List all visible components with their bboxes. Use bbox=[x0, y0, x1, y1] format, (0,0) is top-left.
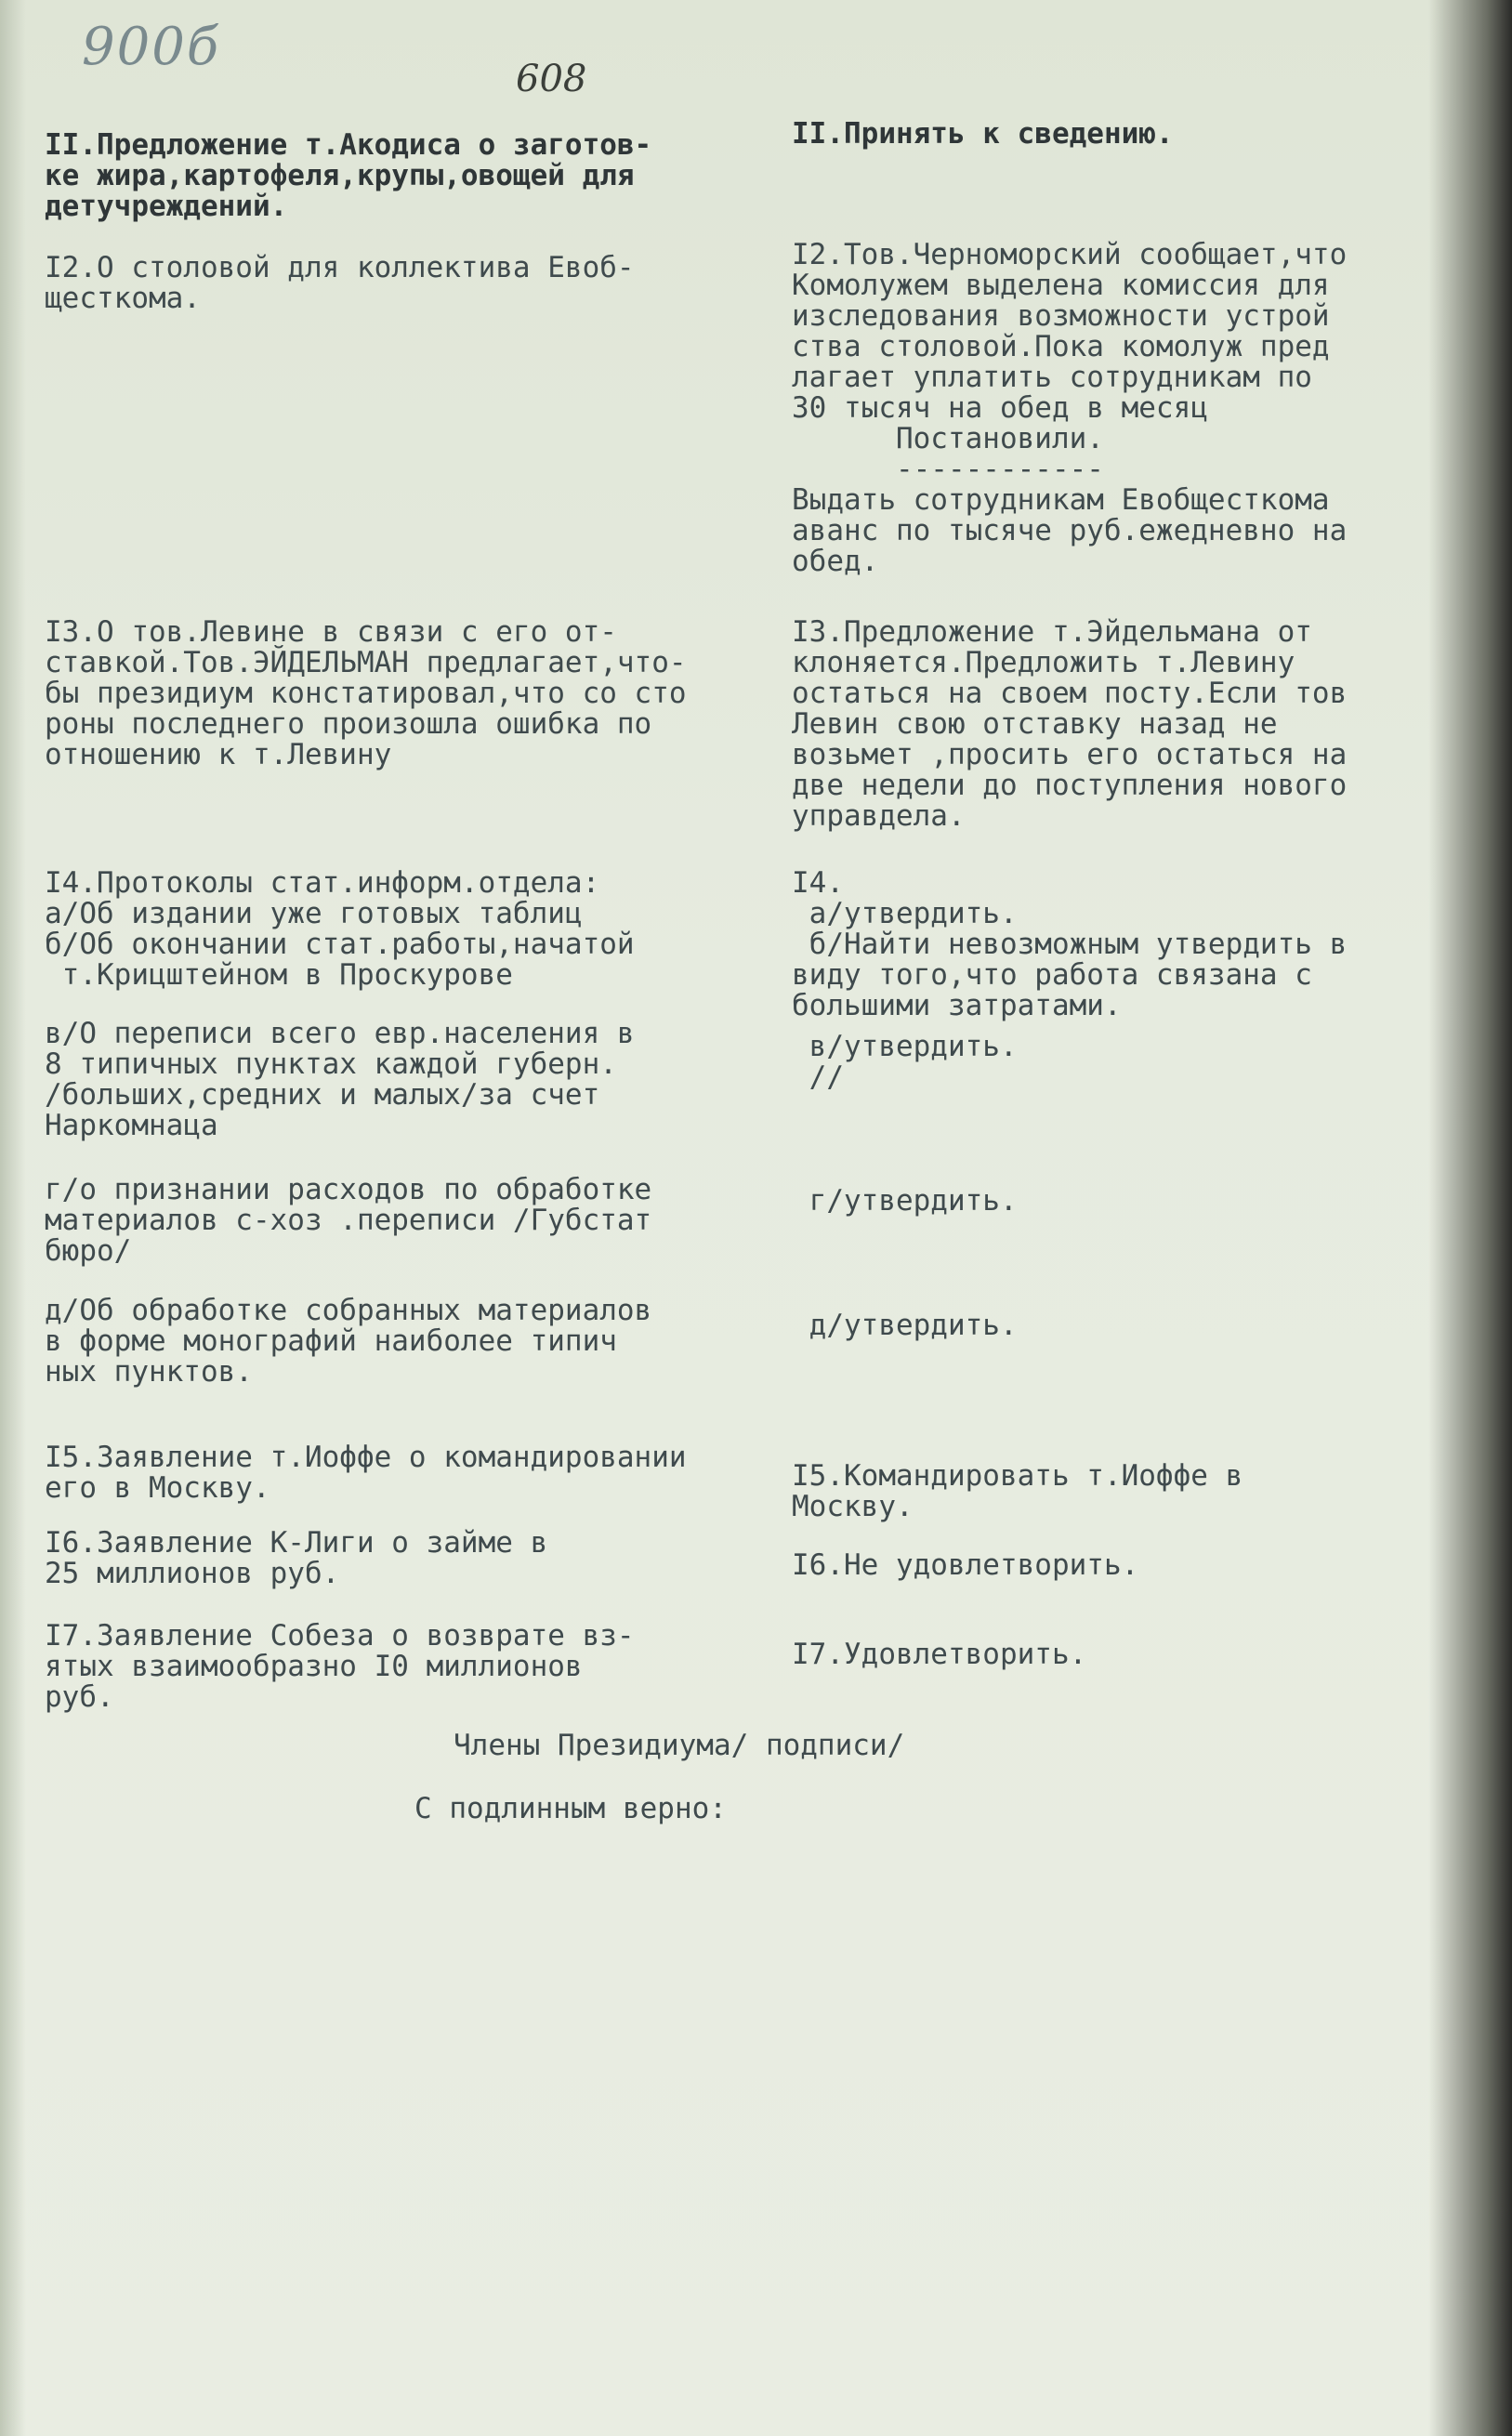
item-14d-left: д/Об обработке собранных материалов в форме монографий наиболее типич ных пунктов. bbox=[45, 1294, 652, 1389]
item-17-left: I7.Заявление Собеза о возврате вз- ятых взаимообразно I0 миллионов руб. bbox=[45, 1619, 635, 1714]
item-14-left: I4.Протоколы стат.информ.отдела: а/Об издании уже готовых таблиц б/Об окончании стат.работы,начатой т.Крицштейном в Проскурове bbox=[45, 866, 635, 992]
item-11-right: II.Принять к сведению. bbox=[792, 117, 1174, 151]
item-13-right: I3.Предложение т.Эйдельмана от клоняется.Предложить т.Левину остаться на своем посту.Если тов Левин свою отставку назад не возьмет ,просить его остаться на две недели до поступления нового управдела. bbox=[792, 615, 1348, 833]
item-13-left: I3.О тов.Левине в связи с его от- ставкой.Тов.ЭЙДЕЛЬМАН предлагает,что- бы президиум констатировал,что со сто роны последнего произошла ошибка по отношению к т.Левину bbox=[45, 615, 687, 771]
archive-number: 900б bbox=[82, 17, 221, 77]
item-14d-right: д/утвердить. bbox=[792, 1309, 1018, 1342]
members-signatures: Члены Президиума/ подписи/ bbox=[454, 1729, 905, 1762]
certified-copy: С подлинным верно: bbox=[414, 1792, 727, 1825]
item-15-left: I5.Заявление т.Иоффе о командировании его в Москву. bbox=[45, 1441, 687, 1505]
item-12-right: I2.Тов.Черноморский сообщает,что Комолужем выделена комиссия для изследования возможности устрой ства столовой.Пока комолуж пред лагает уплатить сотрудникам по 30 тысяч на обед в месяц Постановили. ------------ Выдать сотрудникам Евобщесткома аванс по тысяче руб.ежедневно на обед. bbox=[792, 238, 1348, 578]
item-14v-right: в/утвердить. // bbox=[809, 1030, 1018, 1094]
handwritten-mark: 608 bbox=[516, 58, 587, 100]
item-14v-left: в/О переписи всего евр.населения в 8 типичных пунктах каждой губерн. /больших,средних и малых/за счет Наркомнаца bbox=[45, 1017, 635, 1142]
item-14-right: I4. а/утвердить. б/Найти невозможным утвердить в виду того,что работа связана с большими затратами. bbox=[792, 866, 1348, 1022]
item-15-right: I5.Командировать т.Иоффе в Москву. bbox=[792, 1459, 1243, 1523]
item-11-left: II.Предложение т.Акодиса о заготов- ке жира,картофеля,крупы,овощей для детучреждений. bbox=[45, 128, 652, 223]
item-14g-right: г/утвердить. bbox=[792, 1184, 1018, 1218]
item-16-right: I6.Не удовлетворить. bbox=[792, 1548, 1139, 1582]
item-12-left: I2.О столовой для коллектива Евоб- щесткома. bbox=[45, 251, 635, 315]
item-16-left: I6.Заявление К-Лиги о займе в 25 миллионов руб. bbox=[45, 1526, 548, 1590]
item-14g-left: г/о признании расходов по обработке материалов с-хоз .переписи /Губстат бюро/ bbox=[45, 1173, 652, 1268]
item-17-right: I7.Удовлетворить. bbox=[792, 1638, 1087, 1671]
